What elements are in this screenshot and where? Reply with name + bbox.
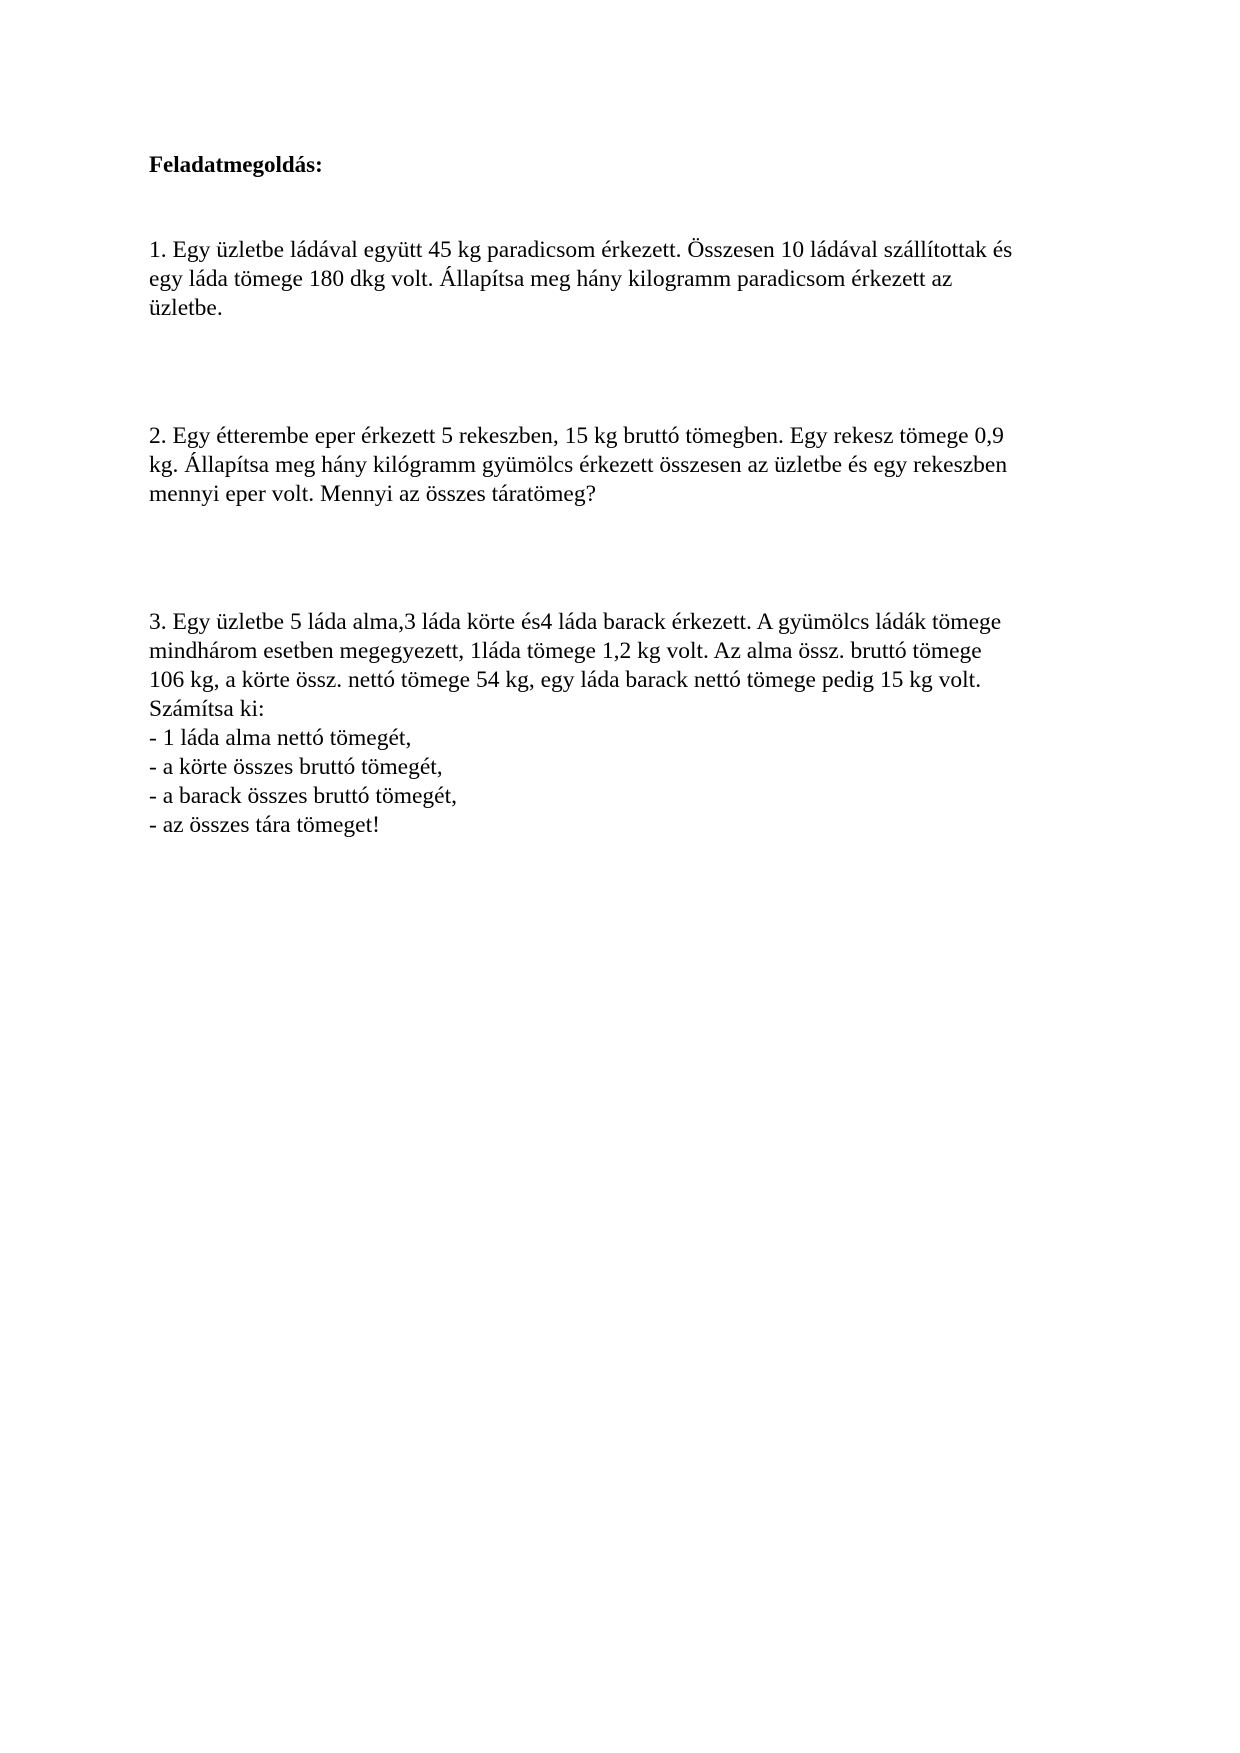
task-1: [149, 236, 1089, 323]
task-1-line-1: 1. Egy üzletbe ládával együtt 45 kg paradicsom érkezett. Összesen 10 ládával szállítottak és: [149, 237, 1013, 263]
task-3-line-4: Számítsa ki:: [149, 696, 265, 722]
task-2-line-3: mennyi eper volt. Mennyi az összes táratömeg?: [149, 481, 597, 507]
task-3-list-item-2: - a körte összes bruttó tömegét,: [149, 754, 443, 780]
task-1-line-3: üzletbe.: [149, 295, 223, 321]
task-3-line-2: mindhárom esetben megegyezett, 1láda tömege 1,2 kg volt. Az alma össz. bruttó tömege: [149, 638, 982, 664]
task-3-line-3: 106 kg, a körte össz. nettó tömege 54 kg, egy láda barack nettó tömege pedig 15 kg volt.: [149, 667, 982, 693]
task-2-line-1: 2. Egy étterembe eper érkezett 5 rekeszben, 15 kg bruttó tömegben. Egy rekesz tömege 0,9: [149, 423, 1004, 449]
page-title: Feladatmegoldás:: [149, 152, 323, 177]
task-2-line-2: kg. Állapítsa meg hány kilógramm gyümölcs érkezett összesen az üzletbe és egy rekeszben: [149, 452, 1008, 478]
task-2: [149, 422, 1089, 509]
task-3-list-item-4: - az összes tára tömeget!: [149, 812, 380, 838]
task-3: [149, 608, 1089, 840]
task-1-line-2: egy láda tömege 180 dkg volt. Állapítsa meg hány kilogramm paradicsom érkezett az: [149, 266, 953, 292]
task-3-list-item-1: - 1 láda alma nettó tömegét,: [149, 725, 412, 751]
task-3-list-item-3: - a barack összes bruttó tömegét,: [149, 783, 458, 809]
task-3-line-1: 3. Egy üzletbe 5 láda alma,3 láda körte és4 láda barack érkezett. A gyümölcs ládák tömege: [149, 609, 1002, 635]
